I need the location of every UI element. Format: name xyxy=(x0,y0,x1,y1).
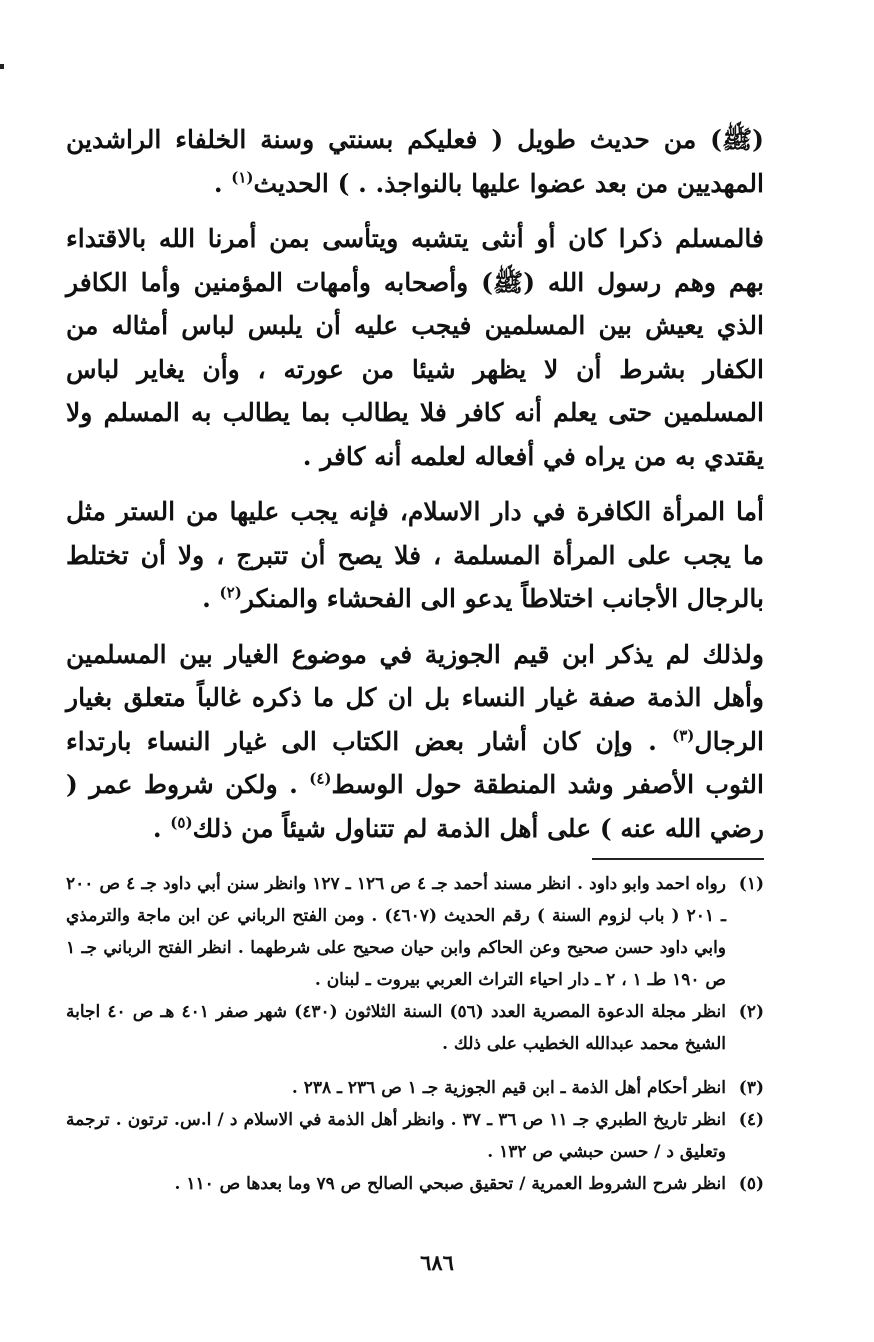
scan-mark xyxy=(0,64,4,69)
paragraph-4-tail: . وإن كان أشار بعض الكتاب الى غيار النساء بارتداء الثوب الأصفر وشد المنطقة حول الوسط xyxy=(66,726,764,799)
page-number: ٦٨٦ xyxy=(420,1250,454,1275)
paragraph-3 xyxy=(66,490,764,621)
paragraph-3-text: أما المرأة الكافرة في دار الاسلام، فإنه يجب عليها من الستر مثل ما يجب على المرأة المسلمة ، فلا يصح أن تتبرج ، ولا أن تختلط بالرجال الأجانب اختلاطاً يدعو الى الفحشاء والمنكر xyxy=(66,497,764,613)
paragraph-4-text: ولذلك لم يذكر ابن قيم الجوزية في موضوع الغيار بين المسلمين وأهل الذمة صفة غيار النساء بل ان كل ما ذكره غالباً متعلق بغيار الرجال xyxy=(66,639,764,756)
footnote-4 xyxy=(66,1104,764,1168)
paragraph-2-tail: . xyxy=(302,441,321,471)
footnote-text: انظر تاريخ الطبري جـ ١١ ص ٣٦ ـ ٣٧ . وانظر أهل الذمة في الاسلام د / ا.س. ترتون . ترجمة وتعليق د / حسن حبشي ص ١٣٢ . xyxy=(66,1110,726,1162)
footnote-text: رواه احمد وابو داود . انظر مسند أحمد جـ ٤ ص ١٢٦ ـ ١٢٧ وانظر سنن أبي داود جـ ٤ ص ٢٠٠ ـ ٢٠١ ( باب لزوم السنة ) رقم الحديث (٤٦٠٧) . ومن الفتح الرباني عن ابن ماجة والترمذي وابي داود حسن صحيح وعن الحاكم وابن حيان صحيح على شرطهما . انظر الفتح الرباني جـ ١ ص ١٩٠ طـ ١ ، ٢ ـ دار احياء التراث العربي بيروت ـ لبنان . xyxy=(66,874,726,990)
footnote-number: (٢) xyxy=(738,1002,764,1022)
footnote-2 xyxy=(66,996,764,1060)
footnote-number: (١) xyxy=(738,874,764,894)
footnote-separator xyxy=(592,858,764,860)
paragraph-1-tail: . xyxy=(213,168,232,198)
footnotes xyxy=(66,868,764,1200)
paragraph-2-text: فالمسلم ذكرا كان أو أنثى يتشبه ويتأسى بمن أمرنا الله بالاقتداء بهم وهم رسول الله (ﷺ) وأصحابه وأمهات المؤمنين وأما الكافر الذي يعيش بين المسلمين فيجب عليه أن يلبس لباس أمثاله من الكفار بشرط أن لا يظهر شيئا من عورته ، وأن يغاير لباس المسلمين حتى يعلم أنه كافر فلا يطالب بما يطالب به المسلم ولا يقتدي به من يراه في أفعاله لعلمه أنه كافر xyxy=(66,224,764,471)
footnote-ref-5: (٥) xyxy=(170,813,193,832)
footnote-text: انظر مجلة الدعوة المصرية العدد (٥٦) السنة الثلاثون (٤٣٠) شهر صفر ٤٠١ هـ ص ٤٠ اجابة الشيخ محمد عبدالله الخطيب على ذلك . xyxy=(66,1002,726,1054)
main-text xyxy=(66,118,764,862)
footnote-ref-3: (٣) xyxy=(672,726,695,745)
footnote-number: (٥) xyxy=(738,1174,764,1194)
footnote-number: (٤) xyxy=(738,1110,764,1130)
footnote-ref-4: (٤) xyxy=(309,769,332,788)
footnote-ref-1: (١) xyxy=(231,168,254,187)
paragraph-3-tail: . xyxy=(202,584,220,613)
footnote-number: (٣) xyxy=(738,1078,764,1098)
paragraph-4 xyxy=(66,633,764,851)
paragraph-4-tail-3: . xyxy=(152,813,171,843)
footnote-3 xyxy=(66,1072,764,1104)
footnote-5 xyxy=(66,1168,764,1200)
footnote-text: انظر أحكام أهل الذمة ـ ابن قيم الجوزية جـ ١ ص ٢٣٦ ـ ٢٣٨ . xyxy=(291,1078,726,1098)
footnote-text: انظر شرح الشروط العمرية / تحقيق صبحي الصالح ص ٧٩ وما بعدها ص ١١٠ . xyxy=(174,1174,726,1194)
paragraph-4-tail-2: . ولكن شروط عمر ( رضي الله عنه ) على أهل الذمة لم تتناول شيئاً من ذلك xyxy=(66,770,764,843)
paragraph-2 xyxy=(66,217,764,478)
paragraph-1-text: (ﷺ) من حديث طويل ( فعليكم بسنتي وسنة الخلفاء الراشدين المهديين من بعد عضوا عليها بالنواجذ. . ) الحديث xyxy=(66,125,764,198)
paragraph-1 xyxy=(66,118,764,205)
footnote-1 xyxy=(66,868,764,996)
footnote-ref-2: (٢) xyxy=(219,583,242,602)
